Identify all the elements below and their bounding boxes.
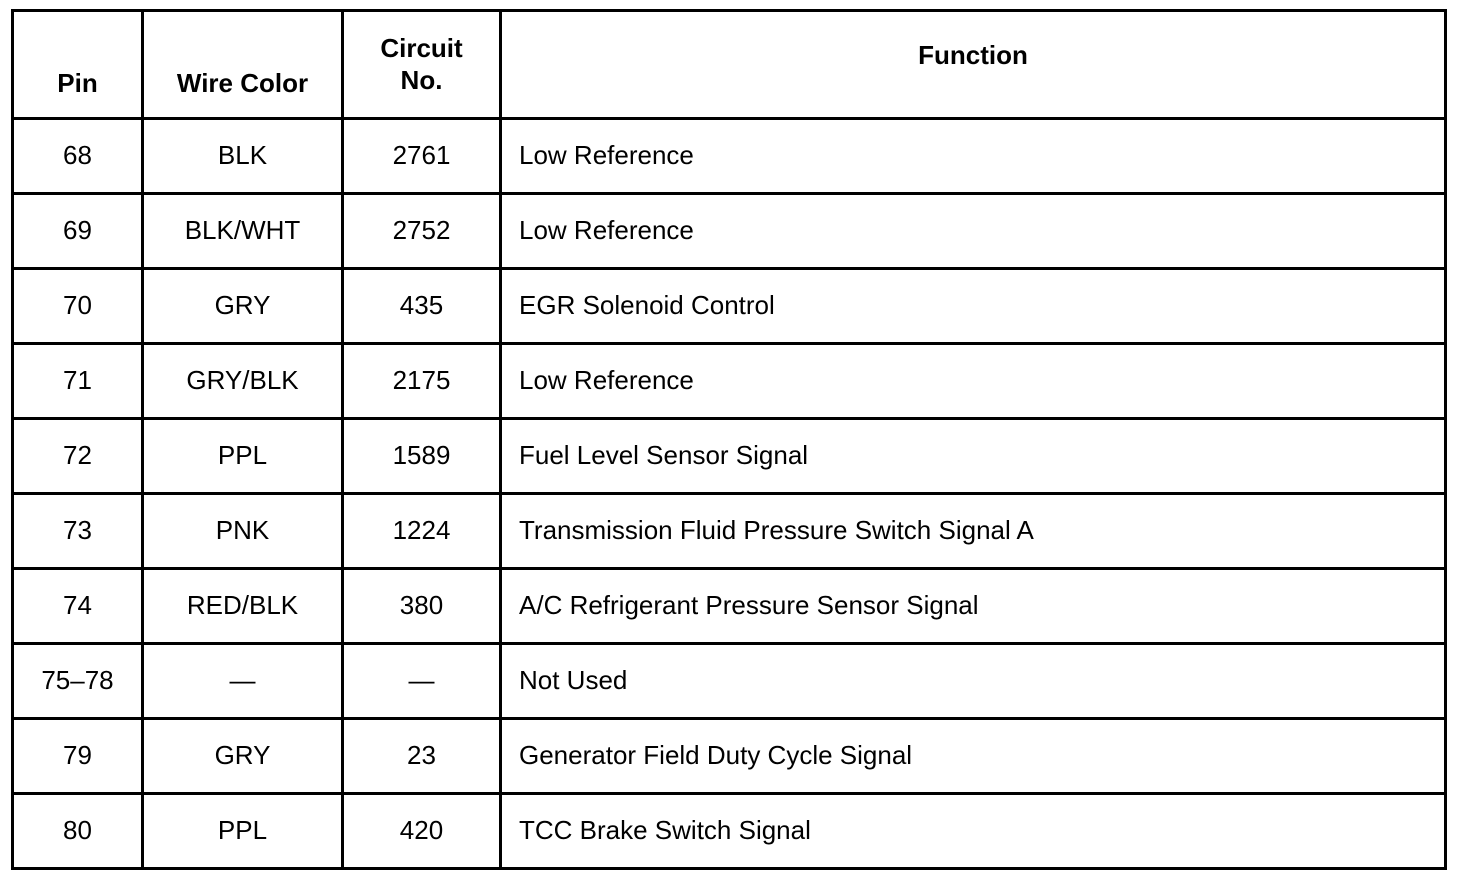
cell-pin: 80: [13, 794, 143, 869]
cell-circuit: 23: [343, 719, 501, 794]
cell-function: Generator Field Duty Cycle Signal: [501, 719, 1446, 794]
cell-pin: 71: [13, 344, 143, 419]
cell-wire-color: BLK: [143, 119, 343, 194]
table-body: [13, 119, 1446, 869]
cell-function: Fuel Level Sensor Signal: [501, 419, 1446, 494]
pinout-table: [11, 9, 1447, 870]
table-row: [13, 794, 1446, 869]
header-wire-color: Wire Color: [143, 11, 343, 119]
header-circuit-no: [343, 11, 501, 119]
cell-function: TCC Brake Switch Signal: [501, 794, 1446, 869]
cell-wire-color: GRY: [143, 269, 343, 344]
header-row: [13, 11, 1446, 119]
cell-wire-color: —: [143, 644, 343, 719]
cell-pin: 72: [13, 419, 143, 494]
cell-pin: 75–78: [13, 644, 143, 719]
cell-circuit: 380: [343, 569, 501, 644]
cell-pin: 70: [13, 269, 143, 344]
cell-wire-color: RED/BLK: [143, 569, 343, 644]
cell-circuit: 420: [343, 794, 501, 869]
cell-wire-color: PNK: [143, 494, 343, 569]
cell-pin: 74: [13, 569, 143, 644]
cell-wire-color: PPL: [143, 794, 343, 869]
cell-circuit: 1224: [343, 494, 501, 569]
cell-function: Low Reference: [501, 344, 1446, 419]
cell-wire-color: BLK/WHT: [143, 194, 343, 269]
cell-function: A/C Refrigerant Pressure Sensor Signal: [501, 569, 1446, 644]
header-pin: Pin: [13, 11, 143, 119]
table-row: [13, 644, 1446, 719]
cell-pin: 69: [13, 194, 143, 269]
cell-wire-color: GRY: [143, 719, 343, 794]
table-row: [13, 719, 1446, 794]
header-circuit-line1: Circuit: [380, 33, 463, 64]
cell-function: Not Used: [501, 644, 1446, 719]
header-circuit-line2: No.: [400, 64, 443, 95]
cell-function: Transmission Fluid Pressure Switch Signal A: [501, 494, 1446, 569]
table-row: [13, 419, 1446, 494]
table-row: [13, 269, 1446, 344]
cell-wire-color: GRY/BLK: [143, 344, 343, 419]
header-function: Function: [501, 11, 1446, 119]
cell-function: EGR Solenoid Control: [501, 269, 1446, 344]
cell-circuit: 2761: [343, 119, 501, 194]
cell-circuit: 2752: [343, 194, 501, 269]
table-row: [13, 194, 1446, 269]
cell-function: Low Reference: [501, 194, 1446, 269]
cell-circuit: 1589: [343, 419, 501, 494]
table-row: [13, 119, 1446, 194]
cell-circuit: 2175: [343, 344, 501, 419]
table-row: [13, 569, 1446, 644]
table-row: [13, 494, 1446, 569]
cell-wire-color: PPL: [143, 419, 343, 494]
cell-circuit: 435: [343, 269, 501, 344]
cell-pin: 73: [13, 494, 143, 569]
table-header: [13, 11, 1446, 119]
cell-function: Low Reference: [501, 119, 1446, 194]
cell-circuit: —: [343, 644, 501, 719]
cell-pin: 68: [13, 119, 143, 194]
table-row: [13, 344, 1446, 419]
cell-pin: 79: [13, 719, 143, 794]
